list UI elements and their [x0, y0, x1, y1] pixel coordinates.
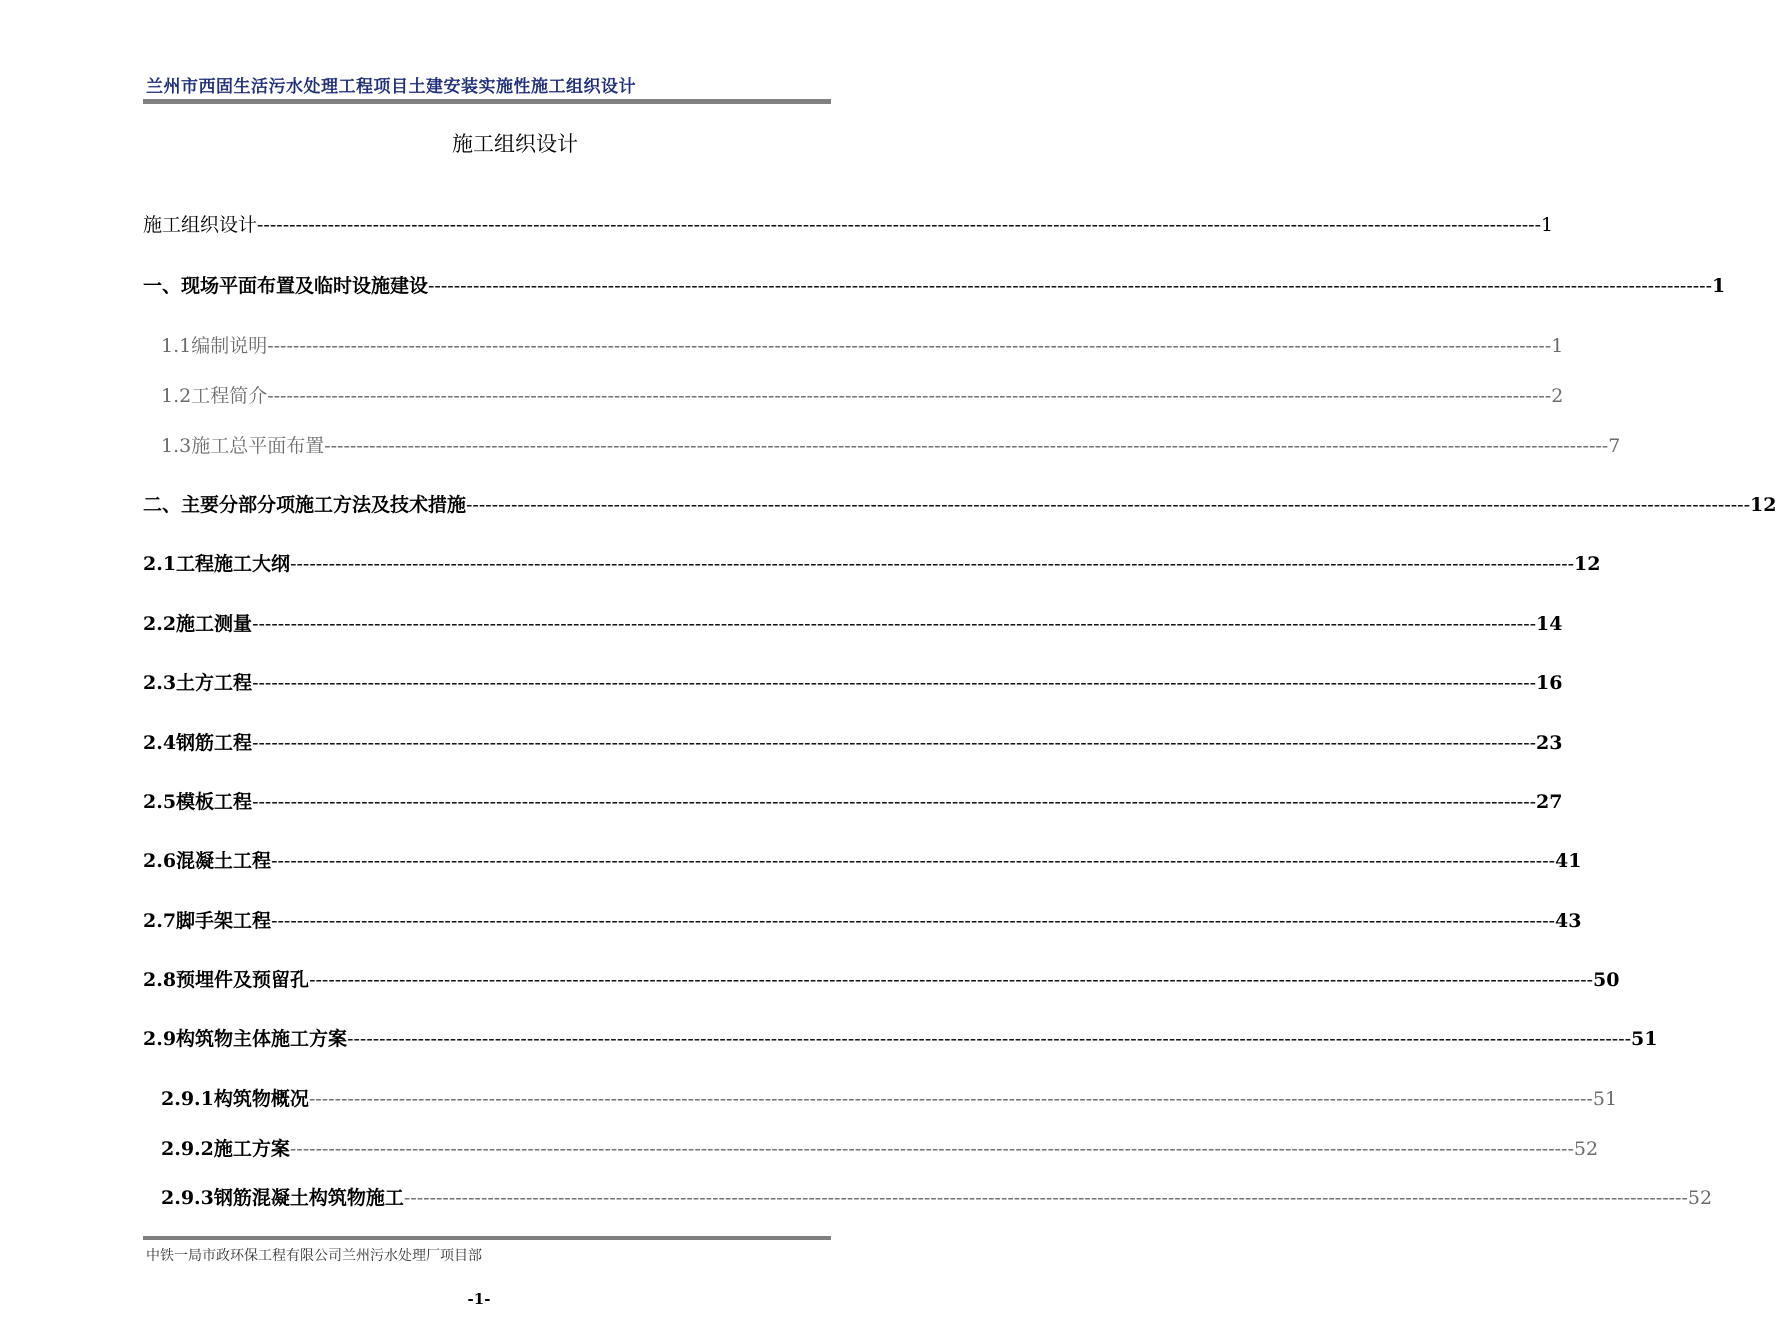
toc-entry-label: 一、现场平面布置及临时设施建设 [143, 275, 429, 297]
toc-entry[interactable] [143, 668, 1563, 695]
toc-entry-page: 1 [1541, 214, 1554, 236]
toc-entry-page: 1 [1551, 335, 1564, 357]
toc-entry-page: 7 [1608, 435, 1621, 457]
toc-entry-label: 2.9.2施工方案 [161, 1138, 290, 1160]
toc-entry[interactable] [143, 906, 1582, 933]
toc-leader: -------------------------------------------------------------------------------------------------------------------------------------------------------------------------------------------------------- [252, 791, 1537, 813]
toc-entry-page: 51 [1631, 1028, 1658, 1050]
toc-entry-page: 16 [1536, 672, 1563, 694]
toc-entry-label: 1.1编制说明 [161, 335, 268, 357]
toc-entry-page: 41 [1555, 850, 1582, 872]
toc-entry-label: 2.9.3钢筋混凝土构筑物施工 [161, 1187, 404, 1209]
toc-leader: -------------------------------------------------------------------------------------------------------------------------------------------------------------------------------------------------------- [252, 672, 1537, 694]
toc-entry[interactable] [143, 609, 1563, 636]
toc-entry-page: 43 [1555, 910, 1582, 932]
toc-entry-page: 50 [1593, 969, 1620, 991]
toc-entry[interactable] [143, 787, 1563, 814]
toc-entry[interactable] [143, 846, 1582, 873]
footer-company: 中铁一局市政环保工程有限公司兰州污水处理厂项目部 [146, 1248, 482, 1264]
toc-entry-label: 2.2施工测量 [143, 613, 253, 635]
toc-entry-label: 2.5模板工程 [143, 791, 253, 813]
toc-entry-page: 52 [1573, 1138, 1599, 1160]
toc-leader: -------------------------------------------------------------------------------------------------------------------------------------------------------------------------------------------------------- [289, 1138, 1574, 1160]
toc-entry[interactable] [143, 210, 1554, 237]
toc-entry-page: 1 [1712, 275, 1726, 297]
toc-entry-page: 52 [1687, 1187, 1713, 1209]
toc-entry[interactable] [161, 381, 1564, 408]
toc-leader: -------------------------------------------------------------------------------------------------------------------------------------------------------------------------------------------------------- [308, 1088, 1593, 1110]
toc-entry-label: 2.7脚手架工程 [143, 910, 272, 932]
toc-entry-page: 51 [1592, 1088, 1618, 1110]
toc-entry-page: 12 [1574, 553, 1601, 575]
toc-leader: -------------------------------------------------------------------------------------------------------------------------------------------------------------------------------------------------------- [290, 553, 1575, 575]
toc-leader: -------------------------------------------------------------------------------------------------------------------------------------------------------------------------------------------------------- [347, 1028, 1632, 1050]
toc-entry-page: 12 [1750, 494, 1776, 516]
toc-leader: -------------------------------------------------------------------------------------------------------------------------------------------------------------------------------------------------------- [252, 613, 1537, 635]
toc-leader: -------------------------------------------------------------------------------------------------------------------------------------------------------------------------------------------------------- [271, 910, 1556, 932]
toc-entry-label: 2.8预埋件及预留孔 [143, 969, 310, 991]
toc-entry[interactable] [143, 1024, 1658, 1051]
toc-entry-label: 二、主要分部分项施工方法及技术措施 [143, 494, 467, 516]
toc-entry[interactable] [161, 431, 1621, 458]
toc-entry[interactable] [143, 728, 1563, 755]
toc-entry-page: 27 [1536, 791, 1563, 813]
toc-entry-page: 2 [1551, 385, 1564, 407]
toc-entry-label: 2.1工程施工大纲 [143, 553, 291, 575]
toc-leader: -------------------------------------------------------------------------------------------------------------------------------------------------------------------------------------------------------- [309, 969, 1594, 991]
toc-entry-label: 1.3施工总平面布置 [161, 435, 325, 457]
toc-entry-label: 2.6混凝土工程 [143, 850, 272, 872]
toc-entry[interactable] [161, 331, 1564, 358]
toc-leader: -------------------------------------------------------------------------------------------------------------------------------------------------------------------------------------------------------- [466, 494, 1750, 516]
toc-leader: -------------------------------------------------------------------------------------------------------------------------------------------------------------------------------------------------------- [403, 1187, 1688, 1209]
document-header-title: 兰州市西固生活污水处理工程项目土建安装实施性施工组织设计 [146, 77, 636, 97]
toc-leader: -------------------------------------------------------------------------------------------------------------------------------------------------------------------------------------------------------- [428, 275, 1712, 297]
toc-entry[interactable] [143, 271, 1726, 298]
toc-entry-page: 14 [1536, 613, 1563, 635]
toc-leader: -------------------------------------------------------------------------------------------------------------------------------------------------------------------------------------------------------- [267, 385, 1552, 407]
toc-entry-label: 2.9.1构筑物概况 [161, 1088, 309, 1110]
toc-entry-label: 1.2工程简介 [161, 385, 268, 407]
toc-entry[interactable] [143, 490, 1776, 517]
toc-entry[interactable] [143, 549, 1601, 576]
toc-entry-label: 施工组织设计 [143, 214, 258, 236]
page-title: 施工组织设计 [452, 132, 578, 156]
toc-leader: -------------------------------------------------------------------------------------------------------------------------------------------------------------------------------------------------------- [257, 214, 1541, 236]
page-number: -1- [467, 1290, 491, 1308]
toc-leader: -------------------------------------------------------------------------------------------------------------------------------------------------------------------------------------------------------- [252, 732, 1537, 754]
toc-leader: -------------------------------------------------------------------------------------------------------------------------------------------------------------------------------------------------------- [267, 335, 1552, 357]
toc-entry[interactable] [161, 1183, 1713, 1210]
toc-entry[interactable] [143, 965, 1620, 992]
toc-leader: -------------------------------------------------------------------------------------------------------------------------------------------------------------------------------------------------------- [271, 850, 1556, 872]
toc-entry-page: 23 [1536, 732, 1563, 754]
header-divider [143, 99, 831, 104]
toc-entry[interactable] [161, 1084, 1618, 1111]
toc-leader: -------------------------------------------------------------------------------------------------------------------------------------------------------------------------------------------------------- [324, 435, 1609, 457]
toc-entry-label: 2.3土方工程 [143, 672, 253, 694]
toc-entry-label: 2.4钢筋工程 [143, 732, 253, 754]
footer-divider [143, 1236, 831, 1240]
toc-entry[interactable] [161, 1134, 1599, 1161]
toc-entry-label: 2.9构筑物主体施工方案 [143, 1028, 348, 1050]
